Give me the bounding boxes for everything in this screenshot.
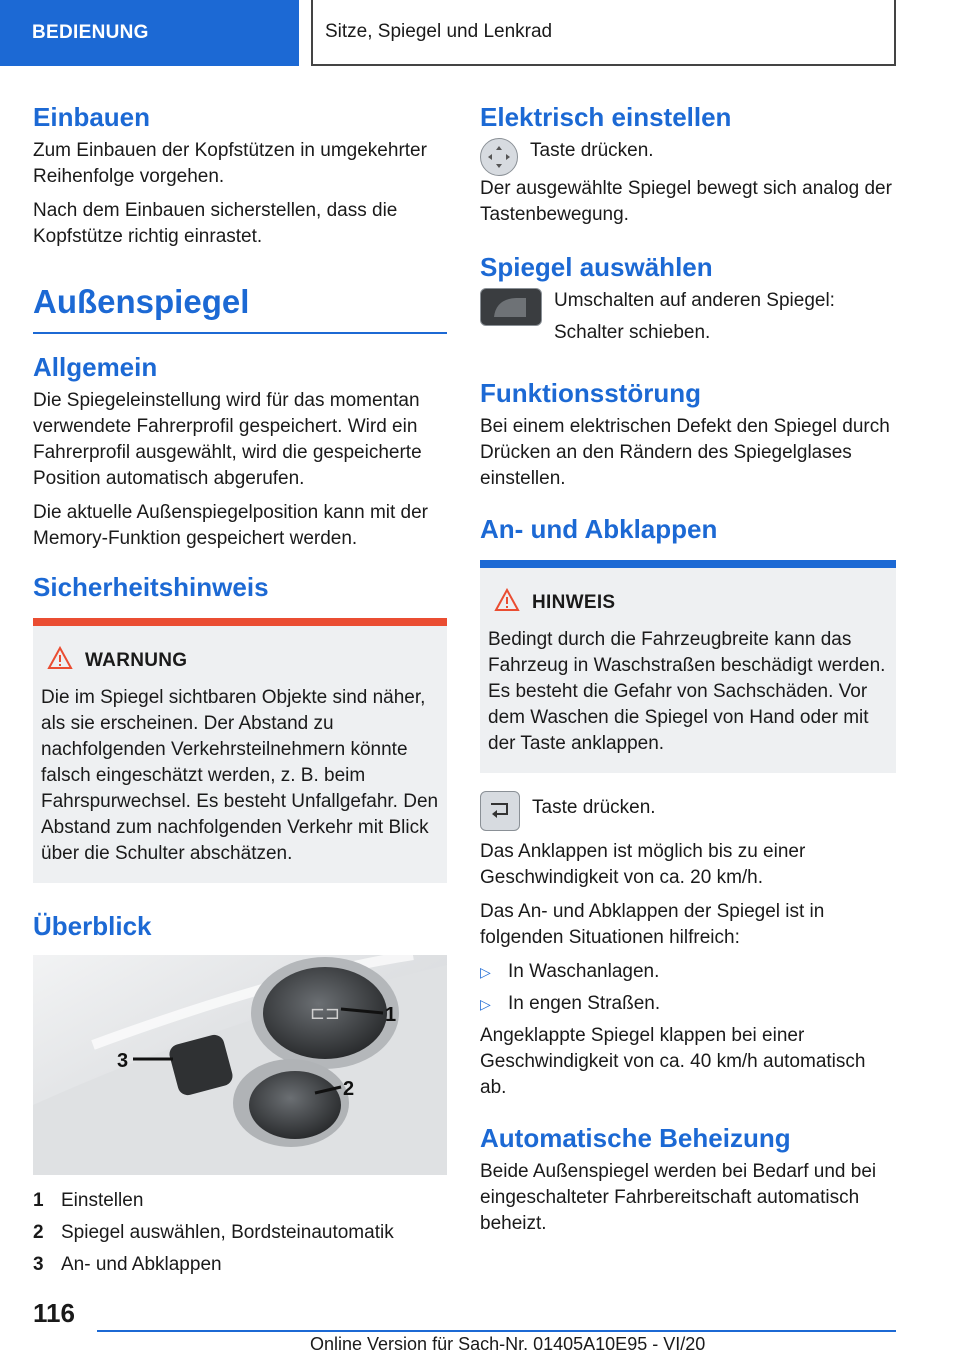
warning-text: Die im Spiegel sichtbaren Objekte sind näher, als sie erscheinen. Der Abstand zu nachfolgenden Verkehrsteilnehmern könnte falsch eingeschätzt werden, z. B. beim Fahrspurwechsel. Es besteht Unfallgefahr. Den Abstand zum nachfolgenden Verkehr mit Blick über die Schulter abschätzen.: [41, 687, 439, 864]
bullet-text: In engen Straßen.: [508, 993, 661, 1014]
right-column: [480, 100, 896, 1245]
section-tab: [0, 0, 299, 66]
warning-triangle-icon: [47, 646, 73, 675]
callout-3: 3: [117, 1050, 129, 1072]
fold-button-icon: [480, 791, 520, 831]
mirror-controls-figure: [33, 955, 447, 1175]
allgemein-text-1: Die Spiegeleinstellung wird für das momentan verwendete Fahrerprofil gespeichert. Wird ein Fahrerprofil ausgewählt, wird die gespeicherte Position automatisch abgerufen.: [33, 390, 422, 489]
hint-text: Bedingt durch die Fahrzeugbreite kann das Fahrzeug in Waschstraßen beschädigt werden. Es besteht die Gefahr von Sachschäden. Vor dem Waschen die Spiegel von Hand oder mit der Taste anklappen.: [488, 629, 886, 754]
legend-number: 1: [33, 1190, 44, 1211]
page-number: 116: [33, 1298, 75, 1328]
chapter-label: Sitze, Spiegel und Lenkrad: [325, 21, 553, 42]
heading-funktionsstoerung: Funktionsstörung: [480, 378, 701, 408]
chapter-tab: [311, 0, 896, 66]
mirror-controls-illustration: [33, 955, 447, 1175]
stoerung-text: Bei einem elektrischen Defekt den Spiegel durch Drücken an den Rändern des Spiegelglases einstellen.: [480, 416, 890, 489]
legend-number: 2: [33, 1222, 44, 1243]
section-label: BEDIENUNG: [32, 22, 149, 43]
heading-an-und-abklappen: An- und Abklappen: [480, 514, 718, 544]
einbauen-text-1: Zum Einbauen der Kopfstützen in umgekehrter Reihenfolge vorgehen.: [33, 140, 427, 187]
footer-version-text: Online Version für Sach-Nr. 01405A10E95 - VI/20: [310, 1334, 706, 1354]
allgemein-text-2: Die aktuelle Außenspiegelposition kann mit der Memory-Funktion gespeichert werden.: [33, 502, 429, 549]
heading-automatische-beheizung: Automatische Beheizung: [480, 1123, 791, 1153]
left-column: [33, 100, 447, 1281]
legend-text: Spiegel auswählen, Bordsteinautomatik: [61, 1222, 394, 1243]
auswaehlen-text-2: Schalter schieben.: [554, 322, 711, 343]
bullet-triangle-icon: ▷: [480, 964, 491, 980]
elektrisch-text-2: Der ausgewählte Spiegel bewegt sich analog der Tastenbewegung.: [480, 178, 892, 225]
hint-title: HINWEIS: [532, 591, 616, 613]
figure-legend: [33, 1185, 447, 1281]
heading-aussenspiegel: Außenspiegel: [33, 283, 250, 320]
legend-item: [33, 1249, 447, 1281]
svg-text:⊏⊐: ⊏⊐: [309, 1003, 341, 1024]
bullet-triangle-icon: ▷: [480, 996, 491, 1012]
beheizung-text: Beide Außenspiegel werden bei Bedarf und bei eingeschalteter Fahrbereitschaft automatisch beheizt.: [480, 1161, 877, 1234]
warning-triangle-icon: [494, 588, 520, 617]
adjust-button-icon: [480, 138, 518, 176]
select-switch-icon: [480, 288, 542, 326]
footer-divider: [97, 1330, 896, 1332]
legend-number: 3: [33, 1254, 44, 1275]
heading-spiegel-auswaehlen: Spiegel auswählen: [480, 252, 713, 282]
klappen-text-1: Das Anklappen ist möglich bis zu einer Geschwindigkeit von ca. 20 km/h.: [480, 841, 806, 888]
list-item: [480, 959, 896, 985]
heading-allgemein: Allgemein: [33, 352, 158, 382]
auswaehlen-text-1: Umschalten auf anderen Spiegel:: [554, 290, 835, 311]
list-item: [480, 991, 896, 1017]
heading-sicherheitshinweis: Sicherheitshinweis: [33, 572, 269, 602]
bullet-text: In Waschanlagen.: [508, 961, 660, 982]
legend-text: An- und Abklappen: [61, 1254, 222, 1275]
callout-1: 1: [385, 1004, 397, 1026]
klappen-text-2: Das An- und Abklappen der Spiegel ist in folgenden Situationen hilfreich:: [480, 901, 825, 948]
klappen-text-3: Angeklappte Spiegel klappen bei einer Geschwindigkeit von ca. 40 km/h automatisch ab.: [480, 1025, 866, 1098]
legend-text: Einstellen: [61, 1190, 144, 1211]
heading-elektrisch-einstellen: Elektrisch einstellen: [480, 102, 732, 132]
heading-ueberblick: Überblick: [33, 911, 152, 941]
warning-title: WARNUNG: [85, 649, 188, 671]
heading-einbauen: Einbauen: [33, 102, 151, 132]
heading-underline: [33, 332, 447, 334]
hint-box: [480, 560, 896, 773]
elektrisch-text-1: Taste drücken.: [530, 140, 654, 161]
einbauen-text-2: Nach dem Einbauen sicherstellen, dass die Kopfstütze richtig einrastet.: [33, 200, 398, 247]
klappen-taste-text: Taste drücken.: [532, 797, 656, 818]
warning-box: [33, 618, 447, 883]
callout-2: 2: [343, 1078, 355, 1100]
legend-item: [33, 1217, 447, 1249]
legend-item: [33, 1185, 447, 1217]
